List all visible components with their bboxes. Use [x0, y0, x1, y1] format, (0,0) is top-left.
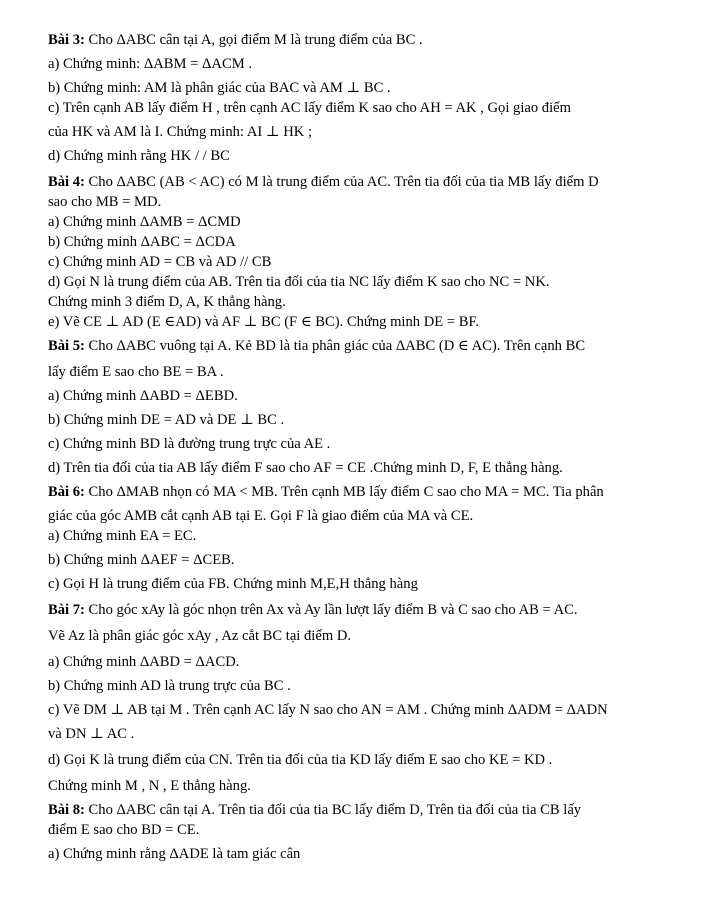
problem-7 — [48, 600, 678, 796]
problem-5 — [48, 336, 678, 478]
problem-8-line-1: Bài 8: Cho ΔABC cân tại A. Trên tia đối của tia BC lấy điểm D, Trên tia đối của tia CB lấy — [48, 802, 582, 818]
problem-8 — [48, 800, 678, 864]
problem-7-part-d: d) Gọi K là trung điểm của CN. Trên tia đối của tia KD lấy điểm E sao cho KE = KD . — [48, 752, 553, 768]
problem-4-part-d: d) Gọi N là trung điểm của AB. Trên tia đối của tia NC lấy điểm K sao cho NC = NK. — [48, 274, 550, 290]
problem-7-part-b: b) Chứng minh AD là trung trực của BC . — [48, 678, 291, 694]
problem-7-part-c-cont: và DN ⊥ AC . — [48, 726, 135, 742]
problem-6-part-c: c) Gọi H là trung điểm của FB. Chứng minh M,E,H thẳng hàng — [48, 576, 418, 592]
problem-7-part-a: a) Chứng minh ΔABD = ΔACD. — [48, 654, 240, 670]
problem-7-line-1: Bài 7: Cho góc xAy là góc nhọn trên Ax và Ay lần lượt lấy điểm B và C sao cho AB = AC. — [48, 602, 578, 618]
problem-4-title: Bài 4: — [48, 174, 85, 190]
problem-4-part-e: e) Vẽ CE ⊥ AD (E ∈AD) và AF ⊥ BC (F ∈ BC). Chứng minh DE = BF. — [48, 314, 480, 330]
problem-5-part-b: b) Chứng minh DE = AD và DE ⊥ BC . — [48, 412, 285, 428]
problem-3-part-c: c) Trên cạnh AB lấy điểm H , trên cạnh AC lấy điểm K sao cho AH = AK , Gọi giao điểm — [48, 100, 571, 116]
problem-3-line-1: Bài 3: Cho ΔABC cân tại A, gọi điểm M là trung điểm của BC . — [48, 32, 423, 48]
problem-5-line-1: Bài 5: Cho ΔABC vuông tại A. Kẻ BD là tia phân giác của ΔABC (D ∈ AC). Trên cạnh BC — [48, 338, 586, 354]
problem-4-line-1: Bài 4: Cho ΔABC (AB < AC) có M là trung điểm của AC. Trên tia đối của tia MB lấy điểm D — [48, 174, 599, 190]
problem-4-line-2: sao cho MB = MD. — [48, 194, 162, 210]
problem-4-part-b: b) Chứng minh ΔABC = ΔCDA — [48, 234, 236, 250]
problem-5-title: Bài 5: — [48, 338, 85, 354]
problem-8-line-2: điểm E sao cho BD = CE. — [48, 822, 200, 838]
problem-5-line-2: lấy điểm E sao cho BE = BA . — [48, 364, 224, 380]
problem-7-line-2: Vẽ Az là phân giác góc xAy , Az cắt BC tại điểm D. — [48, 628, 352, 644]
problem-3-part-a: a) Chứng minh: ΔABM = ΔACM . — [48, 56, 252, 72]
problem-7-title: Bài 7: — [48, 602, 85, 618]
problem-5-part-c: c) Chứng minh BD là đường trung trực của AE . — [48, 436, 331, 452]
problem-8-title: Bài 8: — [48, 802, 85, 818]
problem-6-line-2: giác của góc AMB cắt cạnh AB tại E. Gọi F là giao điểm của MA và CE. — [48, 508, 474, 524]
problem-6-title: Bài 6: — [48, 484, 85, 500]
problem-7-part-d-cont: Chứng minh M , N , E thẳng hàng. — [48, 778, 251, 794]
problem-4 — [48, 172, 678, 332]
problem-4-part-a: a) Chứng minh ΔAMB = ΔCMD — [48, 214, 241, 230]
problem-6-part-b: b) Chứng minh ΔAEF = ΔCEB. — [48, 552, 235, 568]
problem-8-part-a: a) Chứng minh rằng ΔADE là tam giác cân — [48, 846, 301, 862]
problem-6 — [48, 482, 678, 594]
problem-3-part-c-cont: của HK và AM là I. Chứng minh: AI ⊥ HK ; — [48, 124, 313, 140]
problem-7-part-c: c) Vẽ DM ⊥ AB tại M . Trên cạnh AC lấy N sao cho AN = AM . Chứng minh ΔADM = ΔADN — [48, 702, 608, 718]
problem-3 — [48, 30, 678, 166]
problem-3-part-d: d) Chứng minh rằng HK / / BC — [48, 148, 230, 164]
problem-5-part-d: d) Trên tia đối của tia AB lấy điểm F sao cho AF = CE .Chứng minh D, F, E thẳng hàng. — [48, 460, 563, 476]
problem-4-part-d-cont: Chứng minh 3 điểm D, A, K thẳng hàng. — [48, 294, 286, 310]
problem-3-part-b: b) Chứng minh: AM là phân giác của BAC và AM ⊥ BC . — [48, 80, 391, 96]
problem-3-title: Bài 3: — [48, 32, 85, 48]
document-page — [48, 30, 678, 864]
problem-6-line-1: Bài 6: Cho ΔMAB nhọn có MA < MB. Trên cạnh MB lấy điểm C sao cho MA = MC. Tia phân — [48, 484, 604, 500]
problem-4-part-c: c) Chứng minh AD = CB và AD // CB — [48, 254, 272, 270]
problem-5-part-a: a) Chứng minh ΔABD = ΔEBD. — [48, 388, 238, 404]
problem-6-part-a: a) Chứng minh EA = EC. — [48, 528, 197, 544]
